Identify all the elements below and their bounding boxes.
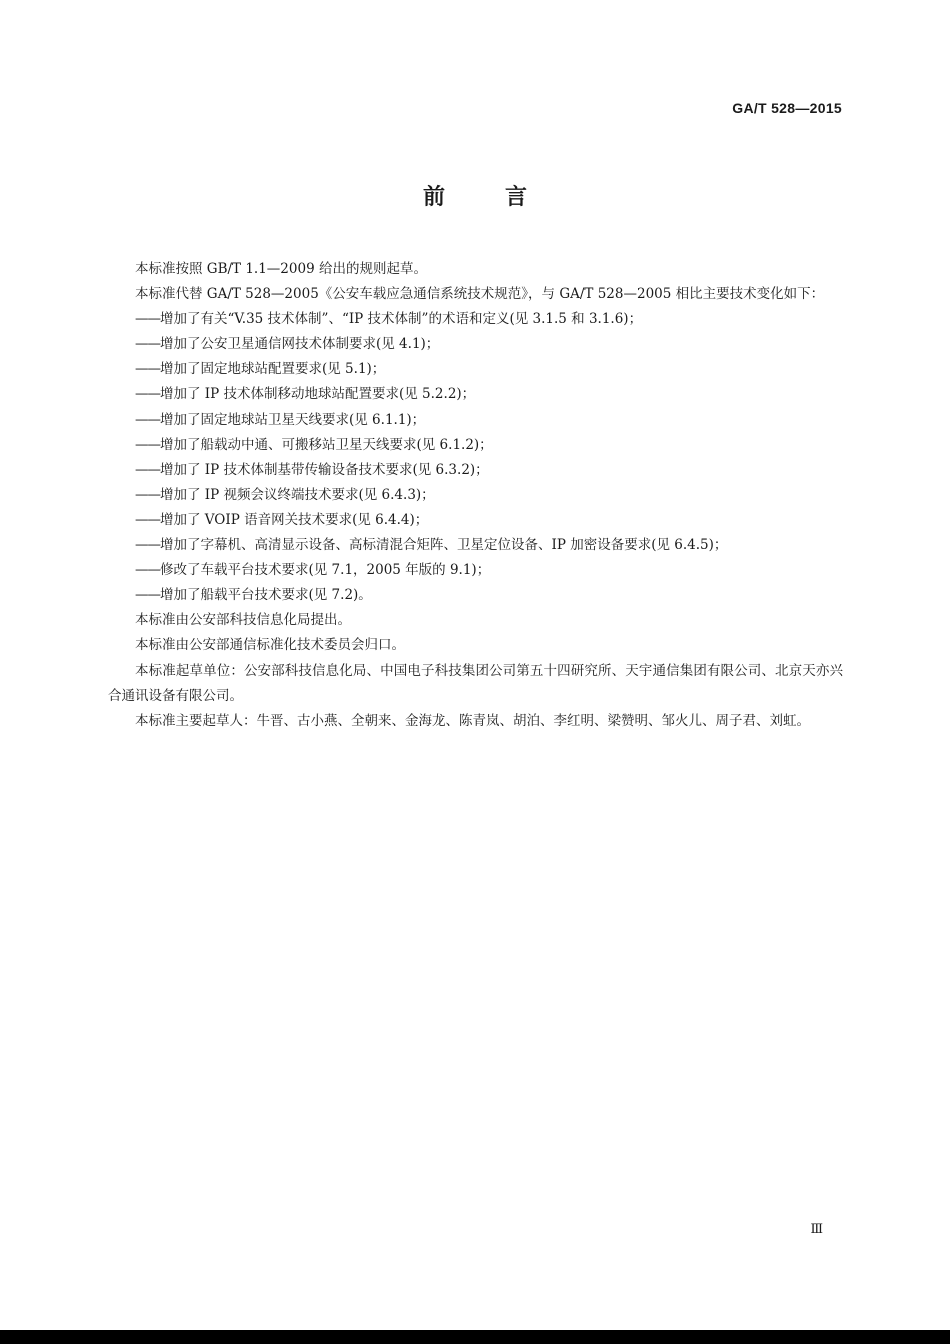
dash-prefix: —— <box>135 562 160 579</box>
list-item <box>108 533 843 558</box>
list-item-text: 增加了字幕机、高清显示设备、高标清混合矩阵、卫星定位设备、IP 加密设备要求(见 6.4.5)； <box>160 537 728 554</box>
dash-prefix: —— <box>135 411 160 428</box>
list-item <box>108 332 843 357</box>
list-item-text: 增加了公安卫星通信网技术体制要求(见 4.1)； <box>160 336 440 353</box>
list-item-text: 增加了有关“V.35 技术体制”、“IP 技术体制”的术语和定义(见 3.1.5 和 3.1.6)； <box>160 311 643 328</box>
paragraph-drafting-units: 本标准起草单位：公安部科技信息化局、中国电子科技集团公司第五十四研究所、天宇通信集团有限公司、北京天亦兴合通讯设备有限公司。 <box>108 662 843 704</box>
bottom-edge-bar <box>0 1330 950 1344</box>
paragraph-proposer: 本标准由公安部科技信息化局提出。 <box>135 612 351 629</box>
list-item-text: 增加了 IP 视频会议终端技术要求(见 6.4.3)； <box>160 486 435 503</box>
list-item-text: 修改了车载平台技术要求(见 7.1，2005 年版的 9.1)； <box>160 562 491 579</box>
changes-list <box>108 307 843 608</box>
paragraph-committee: 本标准由公安部通信标准化技术委员会归口。 <box>135 637 405 654</box>
dash-prefix: —— <box>135 486 160 503</box>
paragraph-drafting-rule: 本标准按照 GB/T 1.1—2009 给出的规则起草。 <box>135 261 427 277</box>
standard-code: GA/T 528—2015 <box>732 100 842 116</box>
list-item-text: 增加了固定地球站配置要求(见 5.1)； <box>160 361 386 378</box>
dash-prefix: —— <box>135 511 160 528</box>
list-item <box>108 558 843 583</box>
list-item <box>108 357 843 382</box>
body-text <box>108 257 843 734</box>
dash-prefix: —— <box>135 436 160 453</box>
list-item <box>108 458 843 483</box>
list-item <box>108 583 843 608</box>
list-item-text: 增加了 IP 技术体制基带传输设备技术要求(见 6.3.2)； <box>160 461 489 478</box>
list-item <box>108 307 843 332</box>
list-item-text: 增加了固定地球站卫星天线要求(见 6.1.1)； <box>160 411 426 428</box>
page-number: Ⅲ <box>810 1222 822 1237</box>
list-item-text: 增加了 VOIP 语音网关技术要求(见 6.4.4)； <box>160 511 429 528</box>
dash-prefix: —— <box>135 311 160 328</box>
dash-prefix: —— <box>135 336 160 353</box>
paragraph-replacement: 本标准代替 GA/T 528—2005《公安车载应急通信系统技术规范》，与 GA/T 528—2005 相比主要技术变化如下： <box>135 286 825 303</box>
dash-prefix: —— <box>135 461 160 478</box>
dash-prefix: —— <box>135 361 160 378</box>
list-item <box>108 433 843 458</box>
list-item <box>108 408 843 433</box>
paragraph-drafters: 本标准主要起草人：牛晋、古小燕、全朝来、金海龙、陈青岚、胡泊、李红明、梁赞明、邹火儿、周子君、刘虹。 <box>135 712 810 729</box>
list-item <box>108 382 843 407</box>
page-title: 前言 <box>422 185 587 210</box>
list-item-text: 增加了 IP 技术体制移动地球站配置要求(见 5.2.2)； <box>160 386 476 403</box>
dash-prefix: —— <box>135 587 160 604</box>
dash-prefix: —— <box>135 537 160 554</box>
list-item-text: 增加了船载动中通、可搬移站卫星天线要求(见 6.1.2)； <box>160 436 493 453</box>
list-item-text: 增加了船载平台技术要求(见 7.2)。 <box>160 587 372 604</box>
dash-prefix: —— <box>135 386 160 403</box>
list-item <box>108 483 843 508</box>
list-item <box>108 508 843 533</box>
